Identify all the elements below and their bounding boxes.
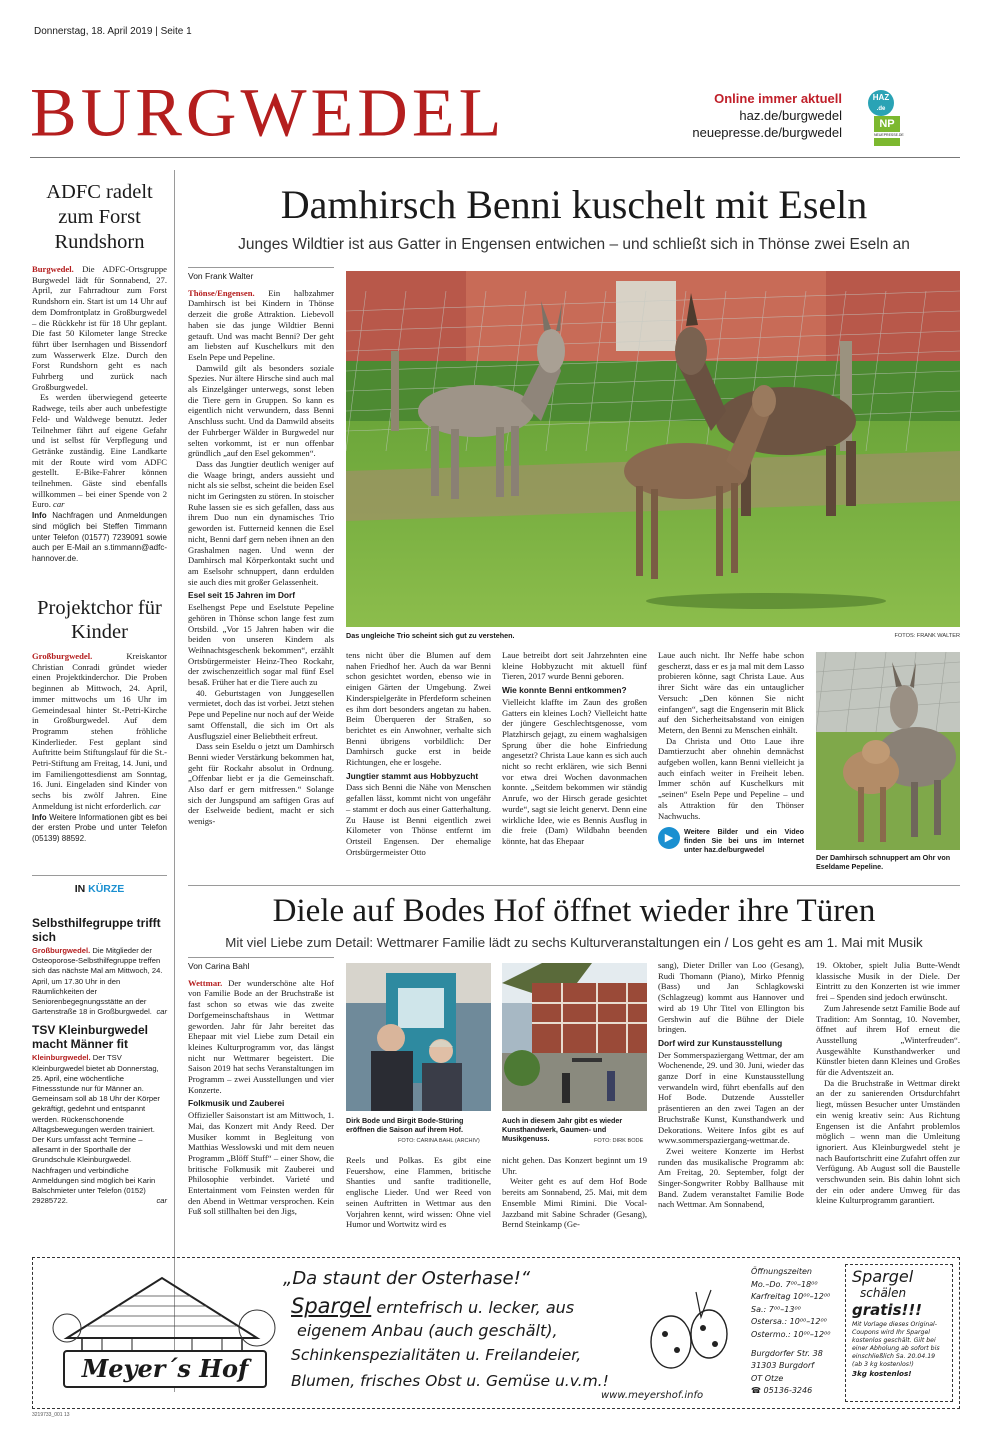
kurz-label: KÜRZE <box>88 883 125 895</box>
adfc-title: ADFC radelt zum Forst Rundshorn <box>46 181 153 253</box>
ad-fine-print: 3219733_001 13 <box>32 1412 70 1418</box>
coupon-gratis: gratis!!! <box>852 1301 923 1319</box>
lead-sub-2: Jungtier stammt aus Hobbyzucht <box>346 770 479 781</box>
ad-line-1 <box>291 1294 574 1318</box>
shg-signature: car <box>156 1007 167 1017</box>
coupon[interactable] <box>845 1264 953 1402</box>
lead-col-1 <box>188 267 334 827</box>
second-subheadline: Mit viel Liebe zum Detail: Wettmarer Familie lädt zu sechs Kulturveranstaltungen ein / Los geht es am 1. Mai mit Musik <box>225 935 923 950</box>
coupon-free: 3kg kostenlos! <box>852 1369 912 1378</box>
side-photo-caption: Der Damhirsch schnuppert am Ohr von Eseldame Pepeline. <box>816 853 951 871</box>
lead-c5-p1: Laue auch nicht. Ihr Neffe habe schon gescherzt, dass er es ja mal mit dem Lasso probieren könne, sagt Christa Laue. Aus ihrer Sicht wäre das ein untauglicher Versuch: „Den können Sie nicht einfangen“, sagt die Engenserin mit Blick auf den Sicherheitsabstand von einigen Metern, den Benni zu Menschen einhält. <box>658 650 804 735</box>
np-logo-sub: NEUEPRESSE.DE <box>874 133 904 137</box>
chor-signature: car <box>149 800 161 811</box>
hours-3: Sa.: 7⁰⁰–13⁰⁰ <box>751 1304 801 1314</box>
lead-col-4 <box>502 650 647 847</box>
donkeys-photo <box>346 271 960 627</box>
video-note-text: Weitere Bilder und ein Video finden Sie bei uns im Internet unter haz.de/burgwedel <box>684 827 804 855</box>
second-c2-p1: Reels und Polkas. Es gibt eine Feuershow, eine Flammen, britische Shanties und sanfte traditionelle, englische Lieder. Und wer Reed von seinen Auftritten in Wettmar aus den Vorjahren kennt, wird wissen: Ohne viel Humor und Wortwitz wird es <box>346 1155 491 1230</box>
phone: ☎ 05136-3246 <box>751 1386 813 1396</box>
ad-url[interactable]: www.meyershof.info <box>601 1390 704 1401</box>
second-sub-1: Folkmusik und Zauberei <box>188 1098 285 1109</box>
lead-c1-p3: Dass das Jungtier deutlich weniger auf die Waage bringt, anders aussieht und nicht als sie selbst, scheint die beiden Esel nicht im Geringsten zu stören. In stoischer Ruhe lassen sie es sich gefallen, dass aus ihrem Duo nun ein dynamisches Trio geworden ist. Futterneid kennen die Esel nicht, Benni darf gern neben ihnen an den Grashalmen nagen. Und wenn der Damhirsch mal Körperkontakt sucht und am Eselsohr schnuppert, dann erdulden sie auch dies mit großer Gelassenheit. <box>188 458 334 587</box>
url-np[interactable]: neuepresse.de/burgwedel <box>692 125 842 140</box>
online-label: Online immer aktuell <box>714 91 842 106</box>
second-c3-p1: nicht gehen. Das Konzert beginnt um 19 Uhr. <box>502 1155 647 1176</box>
lead-c1-p4: Eselhengst Pepe und Eselstute Pepeline gehören in Thönse schon lange fest zum Ortsbild. „Vor 15 Jahren haben wir die beiden von unseren Kindern als Weihnachtsgeschenk bekommen“, erzählt Ortsbürgermeister Heinz-Theo Rockahr, der zwischenzeitlich sogar mal fünf Esel besaß. Früher hat er die Tiere auch zu <box>188 602 334 688</box>
lead-col-3 <box>346 650 491 857</box>
lead-c4-p2: Vielleicht klaffte im Zaun des großen Gatters ein kleines Loch? Vielleicht hatte der jüngere Geschlechtsgenosse, vom Platzhirsch gejagt, zu einem waghalsigen Sprung über die hohe Einfriedung angesetzt? Christa Laue kann es sich auch nicht so recht erklären, wie sich Benni vor etwa drei Wochen davonmachen konnte. „Seitdem bekommen wir ständig Anrufe, wo der Hirsch gerade gesichtet wurde“, sagt sie leicht genervt. Denn eine wirkliche Idee, wie es Bennis Ausflug in die freie (Dam) Wildbahn beenden könnte, hat das Ehepaar <box>502 696 647 846</box>
lead-c1-p2: Damwild gilt als besonders soziale Spezies. Nur ältere Hirsche sind auch mal als Einzelgänger unterwegs, sonst leben die Tiere gern in Gruppen. So kann es eigentlich nicht verwundern, dass Benni Anschluss sucht. Und da Damwild abseits der Fuhrberger Wälder in Burgwedel nur selten vorkommt, ist er nun offenbar gründlich „auf den Esel gekommen“. <box>188 362 334 459</box>
donkeys-photo-art <box>346 271 960 627</box>
lead-photo-caption: Das ungleiche Trio scheint sich gut zu verstehen. <box>346 631 515 640</box>
tsv-signature: car <box>156 1196 167 1206</box>
second-col-1 <box>188 957 334 1217</box>
hours-5: Ostermo.: 10⁰⁰–12⁰⁰ <box>751 1329 831 1339</box>
second-c5-p2: Zum Jahresende setzt Familie Bode auf Tradition: Am Sonntag, 10. November, öffnet auf ihrem Hof erneut die Ausstellung „Winterfreuden“. Ausgewählte Kunsthandwerker und Künstler bieten dann Kleines und Großes für die Adventszeit an. <box>816 1002 960 1078</box>
haz-logo-sub: .de <box>876 106 886 112</box>
video-icon: ▶ <box>658 827 680 849</box>
video-note[interactable] <box>658 827 804 854</box>
second-byline: Von Carina Bahl <box>188 957 334 972</box>
second-c4-p2: Der Sommerspaziergang Wettmar, der am Wochenende, 29. und 30. Juni, wieder das ganze Dorf in eine Kunstausstellung verwandeln wird, führt ebenfalls auf den Hof Bode. Dutzende Aussteller präsentieren an den zwei Tagen an der Bruchstraße Kunst, Kunsthandwerk und Dekorations. Weitere Infos gibt es auf www.sommerspaziergang-wettmar.de. <box>658 1049 804 1146</box>
chor-body <box>32 651 167 845</box>
hours-1: Mo.–Do. 7⁰⁰–18⁰⁰ <box>751 1279 818 1289</box>
tsv-body-text: Der TSV Kleinburgwedel bietet ab Donnerstag, 25. April, eine wöchentliche Fitnessstunde nur für Männer an. Gemeinsam soll ab 18 Uhr der Körper gekräftigt, gedehnt und entspannt werden. Rückenschonende Alltagsbewegungen werden trainiert. Der Kurs umfasst acht Termine – allesamt in der Sporthalle der Grundschule Kleinburgwedel. Nachfragen und verbindliche Anmeldungen sind möglich bei Karin Balschmieter unter Telefon (0152) 29285722. <box>32 1053 160 1206</box>
adfc-place: Burgwedel. <box>32 264 74 274</box>
second-sub-2: Dorf wird zur Kunstausstellung <box>658 1037 783 1048</box>
haz-logo-text: HAZ <box>872 93 890 102</box>
lead-c1-p1: Ein halbzahmer Damhirsch ist bei Kindern in Thönse derzeit die große Attraktion. Liebevoll haben sie das junge Wildtier Benni getauft. Und was macht Benni? Der geht am liebsten auf Kuschelkurs mit den Eseln Pepe und Pepeline. <box>188 287 334 362</box>
hours-title: Öffnungszeiten <box>751 1267 812 1276</box>
bode-couple-photo <box>346 963 491 1111</box>
second-c1-p2: Offizieller Saisonstart ist am Mittwoch, 1. Mai, das Konzert mit Andy Reed. Der Musiker kommt in Begleitung von Matthias Wesslowski und mit dem neuen Programm „Blöff Stuff“ – einer Show, die britische Folkmusik mit Zauberei und Philosophie verbindet. Varieté und Entertainment vom Feinsten werden für den Abend in Wettmar versprochen. Kein Fuß soll stillhalten bei den Jigs, <box>188 1110 334 1217</box>
hours-2: Karfreitag 10⁰⁰–12⁰⁰ <box>751 1292 831 1302</box>
url-haz[interactable]: haz.de/burgwedel <box>739 108 842 123</box>
second-c4-p1: sang), Dieter Driller van Loo (Gesang), Rudi Thomann (Piano), Mirko Pfennig (Bass) und Jan Schlagkowski (Schlagzeug) kommt aus Hannover und wird ab 19 Uhr Titel von Ellington bis Gershwin auf die Bühne der Diele bringen. <box>658 960 804 1035</box>
np-logo-text: NP <box>879 118 895 130</box>
address-3: OT Otze <box>751 1373 784 1383</box>
lead-sub-3: Wie konnte Benni entkommen? <box>502 685 627 696</box>
second-col-2 <box>346 1155 491 1230</box>
second-headline: Diele auf Bodes Hof öffnet wieder ihre Türen <box>272 893 876 929</box>
opening-hours <box>751 1266 853 1398</box>
second-c3-p2: Weiter geht es auf dem Hof Bode bereits am Sonnabend, 25. Mai, mit dem Ensemble Mimi Rimini. Die Vocal-Jazzband mit Sabine Schrader (Gesang), Bernd Steinkamp (Ge- <box>502 1176 647 1230</box>
np-logo <box>874 116 904 146</box>
lead-c3-p1: tens nicht über die Blumen auf dem nahen Friedhof her. Auch da war Benni schon gesichtet worden, ebenso wie in einigen Gärten der Umgebung. Zwei Kinderspielgeräte in Pferdeform scheinen es ihm dort besonders angetan zu haben. Beim Überqueren der Straßen, so berichtet es ein Anwohner, verhalte sich Benni übrigens vorbildlich: Der Damhirsch gucke erst in beide Richtungen, ehe er losgehe. <box>346 650 491 768</box>
coupon-terms: Mit Vorlage dieses Original-Coupons wird Ihr Spargel kostenlos geschält. Gilt bei einer Abholung ab sofort bis einschließlich Sa. 20.04.19 (ab 3 kg kostenlos!) <box>852 1321 940 1368</box>
ad-headline: „Da staunt der Osterhase!“ <box>283 1268 531 1289</box>
lead-c2-p2: Dass sein Eseldu o jetzt um Damhirsch Benni wieder Verstärkung bekommen hat, geht für Rockahr absolut in Ordnung. „Offenbar liebt er ja die Gemeinschaft. Also darf er gern mitfressen.“ Solange sich der Jungspund am saftigen Gras auf der Eselweide bedient, macht er sich wenigs- <box>188 741 334 827</box>
hof-photo-caption: Auch in diesem Jahr gibt es wieder Kunsthandwerk, Gaumen- und Musikgenuss. <box>502 1116 623 1143</box>
second-col-4 <box>658 960 804 1210</box>
second-col-3 <box>502 1155 647 1230</box>
adfc-info: Nachfragen und Anmeldungen sind möglich bei Steffen Timmann unter Telefon (01577) 7239091 sowie auch per E-Mail an s.timmann@adfc-hannover.de. <box>32 511 167 563</box>
meyers-hof-logo: Meyer´s Hof <box>63 1350 267 1388</box>
hof-photo-credit: FOTO: DIRK BODE <box>594 1138 644 1144</box>
easter-eggs-icon <box>641 1282 741 1382</box>
second-c5-p1: 19. Oktober, spielt Julia Butte-Wendt klassische Musik in der Diele. Der Eintritt zu den Konzerten ist wie immer frei – Spenden sind jedoch erwünscht. <box>816 960 960 1003</box>
tsv-body <box>32 1053 167 1206</box>
lead-c2-p1: 40. Geburtstagen von Junggesellen vermietet, doch das ist vorbei. Jetzt stehen Pepe und Pepeline nur noch auf der Weide samt Offenstall, die sich im Ort als Ausflugsziel einer Beliebtheit erfreut. <box>188 687 334 741</box>
kurz-heading <box>32 883 167 895</box>
lead-headline: Damhirsch Benni kuschelt mit Eseln <box>280 182 868 227</box>
lead-place: Thönse/Engensen. <box>188 287 255 298</box>
left-column-rule <box>174 170 175 1392</box>
address-2: 31303 Burgdorf <box>751 1361 814 1371</box>
tsv-place: Kleinburgwedel. <box>32 1053 91 1063</box>
adfc-signature: car <box>53 499 65 510</box>
masthead: BURGWEDEL <box>30 75 506 152</box>
second-place: Wettmar. <box>188 977 223 988</box>
ad-line-4: Blumen, frisches Obst u. Gemüse u.v.m.! <box>291 1372 609 1390</box>
chor-info: Weitere Informationen gibt es bei der ersten Probe und unter Telefon (05139) 88592. <box>32 812 168 843</box>
lead-photo-credit: FOTOS: FRANK WALTER <box>894 633 960 639</box>
shg-place: Großburgwedel. <box>32 946 91 955</box>
lead-c4-p1: Laue betreibt dort seit Jahrzehnten eine kleine Hobbyzucht mit aktuell fünf Tieren, 2017 wurde Benni geboren. <box>502 650 647 682</box>
shg-title: Selbsthilfegruppe trifft sich <box>32 916 161 944</box>
deer-donkey-photo-art <box>816 652 960 850</box>
adfc-article <box>32 180 167 565</box>
dateline: Donnerstag, 18. April 2019 | Seite 1 <box>34 26 192 37</box>
ad-spargel: Spargel <box>291 1294 372 1318</box>
chor-article <box>32 596 167 845</box>
second-c4-p3: Zwei weitere Konzerte im Herbst runden das musikalische Programm ab: Am Freitag, 20. September, folgt der Singer-Songwriter Robby Ballhause mit Band. Zudem veranstaltet Familie Bode nach Wettmar. Am Sonnabend, <box>658 1145 804 1210</box>
second-col-5 <box>816 960 960 1206</box>
kurz-items <box>32 916 167 1206</box>
ad-line-3: Schinkenspezialitäten u. Freilandeier, <box>291 1346 582 1364</box>
shg-body <box>32 946 167 1017</box>
kurz-in: IN <box>74 883 86 895</box>
hof-photo-art <box>502 963 647 1111</box>
adfc-body <box>32 264 167 565</box>
tsv-title: TSV Kleinburgwedel macht Männer fit <box>32 1023 149 1052</box>
lead-col-5 <box>658 650 804 854</box>
coupon-spargel: Spargel <box>852 1267 914 1286</box>
meyers-hof-ad[interactable] <box>32 1257 960 1409</box>
lead-byline: Von Frank Walter <box>188 267 334 282</box>
mid-rule <box>188 885 960 886</box>
hof-photo <box>502 963 647 1111</box>
lead-subheadline: Junges Wildtier ist aus Gatter in Engensen entwichen – und schließt sich in Thönse zwei Eseln an <box>238 236 910 253</box>
ad-line-1-rest: erntefrisch u. lecker, aus <box>376 1298 575 1317</box>
bode-photo-caption: Dirk Bode und Birgit Bode-Stüring eröffnen die Saison auf ihrem Hof. <box>346 1116 464 1134</box>
ad-line-2: eigenem Anbau (auch geschält), <box>297 1321 558 1340</box>
deer-donkey-photo <box>816 652 960 850</box>
second-c5-p3: Da die Bruchstraße in Wettmar direkt an der zu sanierenden Ortsdurchfahrt liegt, müssen Besucher unter Umständen ein wenig kreativ sein: Aus Richtung Engensen ist die Anfahrt problemlos möglich – wenn man die Umleitung ignoriert. Aus Kleinburgwedel steht je nach Baufortschritt eine Zufahrt offen zur Verfügung. Ab August soll die Baustelle verschwunden sein. Bis dahin lohnt sich der ein oder andere Umweg für das kleine Kulturprogramm garantiert. <box>816 1077 960 1206</box>
bode-couple-photo-art <box>346 963 491 1111</box>
bode-photo-credit: FOTO: CARINA BAHL (ARCHIV) <box>398 1138 480 1144</box>
second-c1-p1: Der wunderschöne alte Hof von Familie Bode an der Bruchstraße ist fast schon so etwas wie das zweite Dorfgemeinschaftshaus in Wettmar geworden. Jahr für Jahr bereitet das Ehepaar mit viel Liebe zum Detail ein kleines Kulturprogramm vor, das längst nicht nur Wettmarer begeistert. Die Saison 2019 hat sechs Veranstaltungen im Programm – zwei Ausstellungen und vier Konzerte. <box>188 977 334 1095</box>
adfc-body-2: Es werden überwiegend geteerte Radwege, teils aber auch unbefestigte Feld- und Waldwege benutzt. Jeder Teilnehmer fährt auf eigene Gefahr und ist selbst für Verpflegung und Getränke zuständig. Eine Landkarte mit der Route wird vom ADFC gestellt. E-Bike-Fahrer können teilnehmen. Gäste sind ebenfalls willkommen – bei einer Spende von 2 Euro. <box>32 392 167 510</box>
lead-sub-1: Esel seit 15 Jahren im Dorf <box>188 590 296 601</box>
adfc-body-1: Die ADFC-Ortsgruppe Burgwedel lädt für Sonnabend, 27. April, zur Fahrradtour zum Forst Rundshorn ein. Start ist um 14 Uhr auf dem Domfrontplatz in Großburgwedel – die Rückkehr ist für 18 Uhr geplant. Die fast 50 Kilometer lange Strecke führt über Isernhagen und Bissendorf zum Wasserwerk Elze. Durch den Forst Rundshorn geht es nach Fuhrberg und zurück nach Großburgwedel. <box>32 264 167 392</box>
lead-c5-p2: Da Christa und Otto Laue ihre Damtierzucht aber ohnehin demnächst aufgeben wollen, kann Benni vielleicht ja auch einfach weiter in Freiheit leben. Immer schön auf Kuschelkurs mit „seinen“ Eseln Pepe und Pepeline – und als Attraktion für den Thönser Nachwuchs. <box>658 735 804 821</box>
adfc-info-label: Info <box>32 511 47 521</box>
kurz-rule <box>32 875 167 876</box>
chor-body-text: Kreiskantor Christian Conradi gründet wieder einen Projektkinderchor. Die Proben beginnen ab Mittwoch, 24. April, immer mittwochs um 16 Uhr im Gemeindesaal hinter St.-Petri-Kirche in Großburgwedel. Auf dem Programm stehen fröhliche Kinderlieder. Fest geplant sind Auftritte beim Stiftungslauf für die St.-Petri-Stiftung am Freitag, 14. Juni, und im Familiengottesdienst am Sonntag, 16. Juni. Eingeladen sind Kinder von sechs bis zwölf Jahren. Eine Anmeldung ist nicht erforderlich. <box>32 651 167 811</box>
coupon-schaelen: schälen <box>860 1286 907 1300</box>
chor-info-label: Info <box>32 812 47 822</box>
lead-c3-p2: Dass sich Benni die Nähe von Menschen gefallen lässt, kommt nicht von ungefähr – stammt er doch aus einer Gatterhaltung. Zu Hause ist Benni eigentlich zwei Kilometer von Thönse entfernt im Ortsteil Engensen. Der ehemalige Ortsbürgermeister Otto <box>346 782 491 857</box>
chor-place: Großburgwedel. <box>32 651 93 661</box>
address-1: Burgdorfer Str. 38 <box>751 1348 823 1358</box>
hours-4: Ostersa.: 10⁰⁰–12⁰⁰ <box>751 1317 827 1327</box>
header-rule <box>30 157 960 158</box>
chor-title: Projektchor für Kinder <box>37 597 162 643</box>
shg-body-text: Die Mitglieder der Osteoporose-Selbsthilfegruppe treffen sich das nächste Mal am Mittwoch, 24. April, um 17.30 Uhr in den Räumlichkeiten der Seniorenbegegnungsstätte an der Gartenstraße 18 in Großburgwedel. <box>32 946 163 1017</box>
haz-logo <box>868 90 894 116</box>
